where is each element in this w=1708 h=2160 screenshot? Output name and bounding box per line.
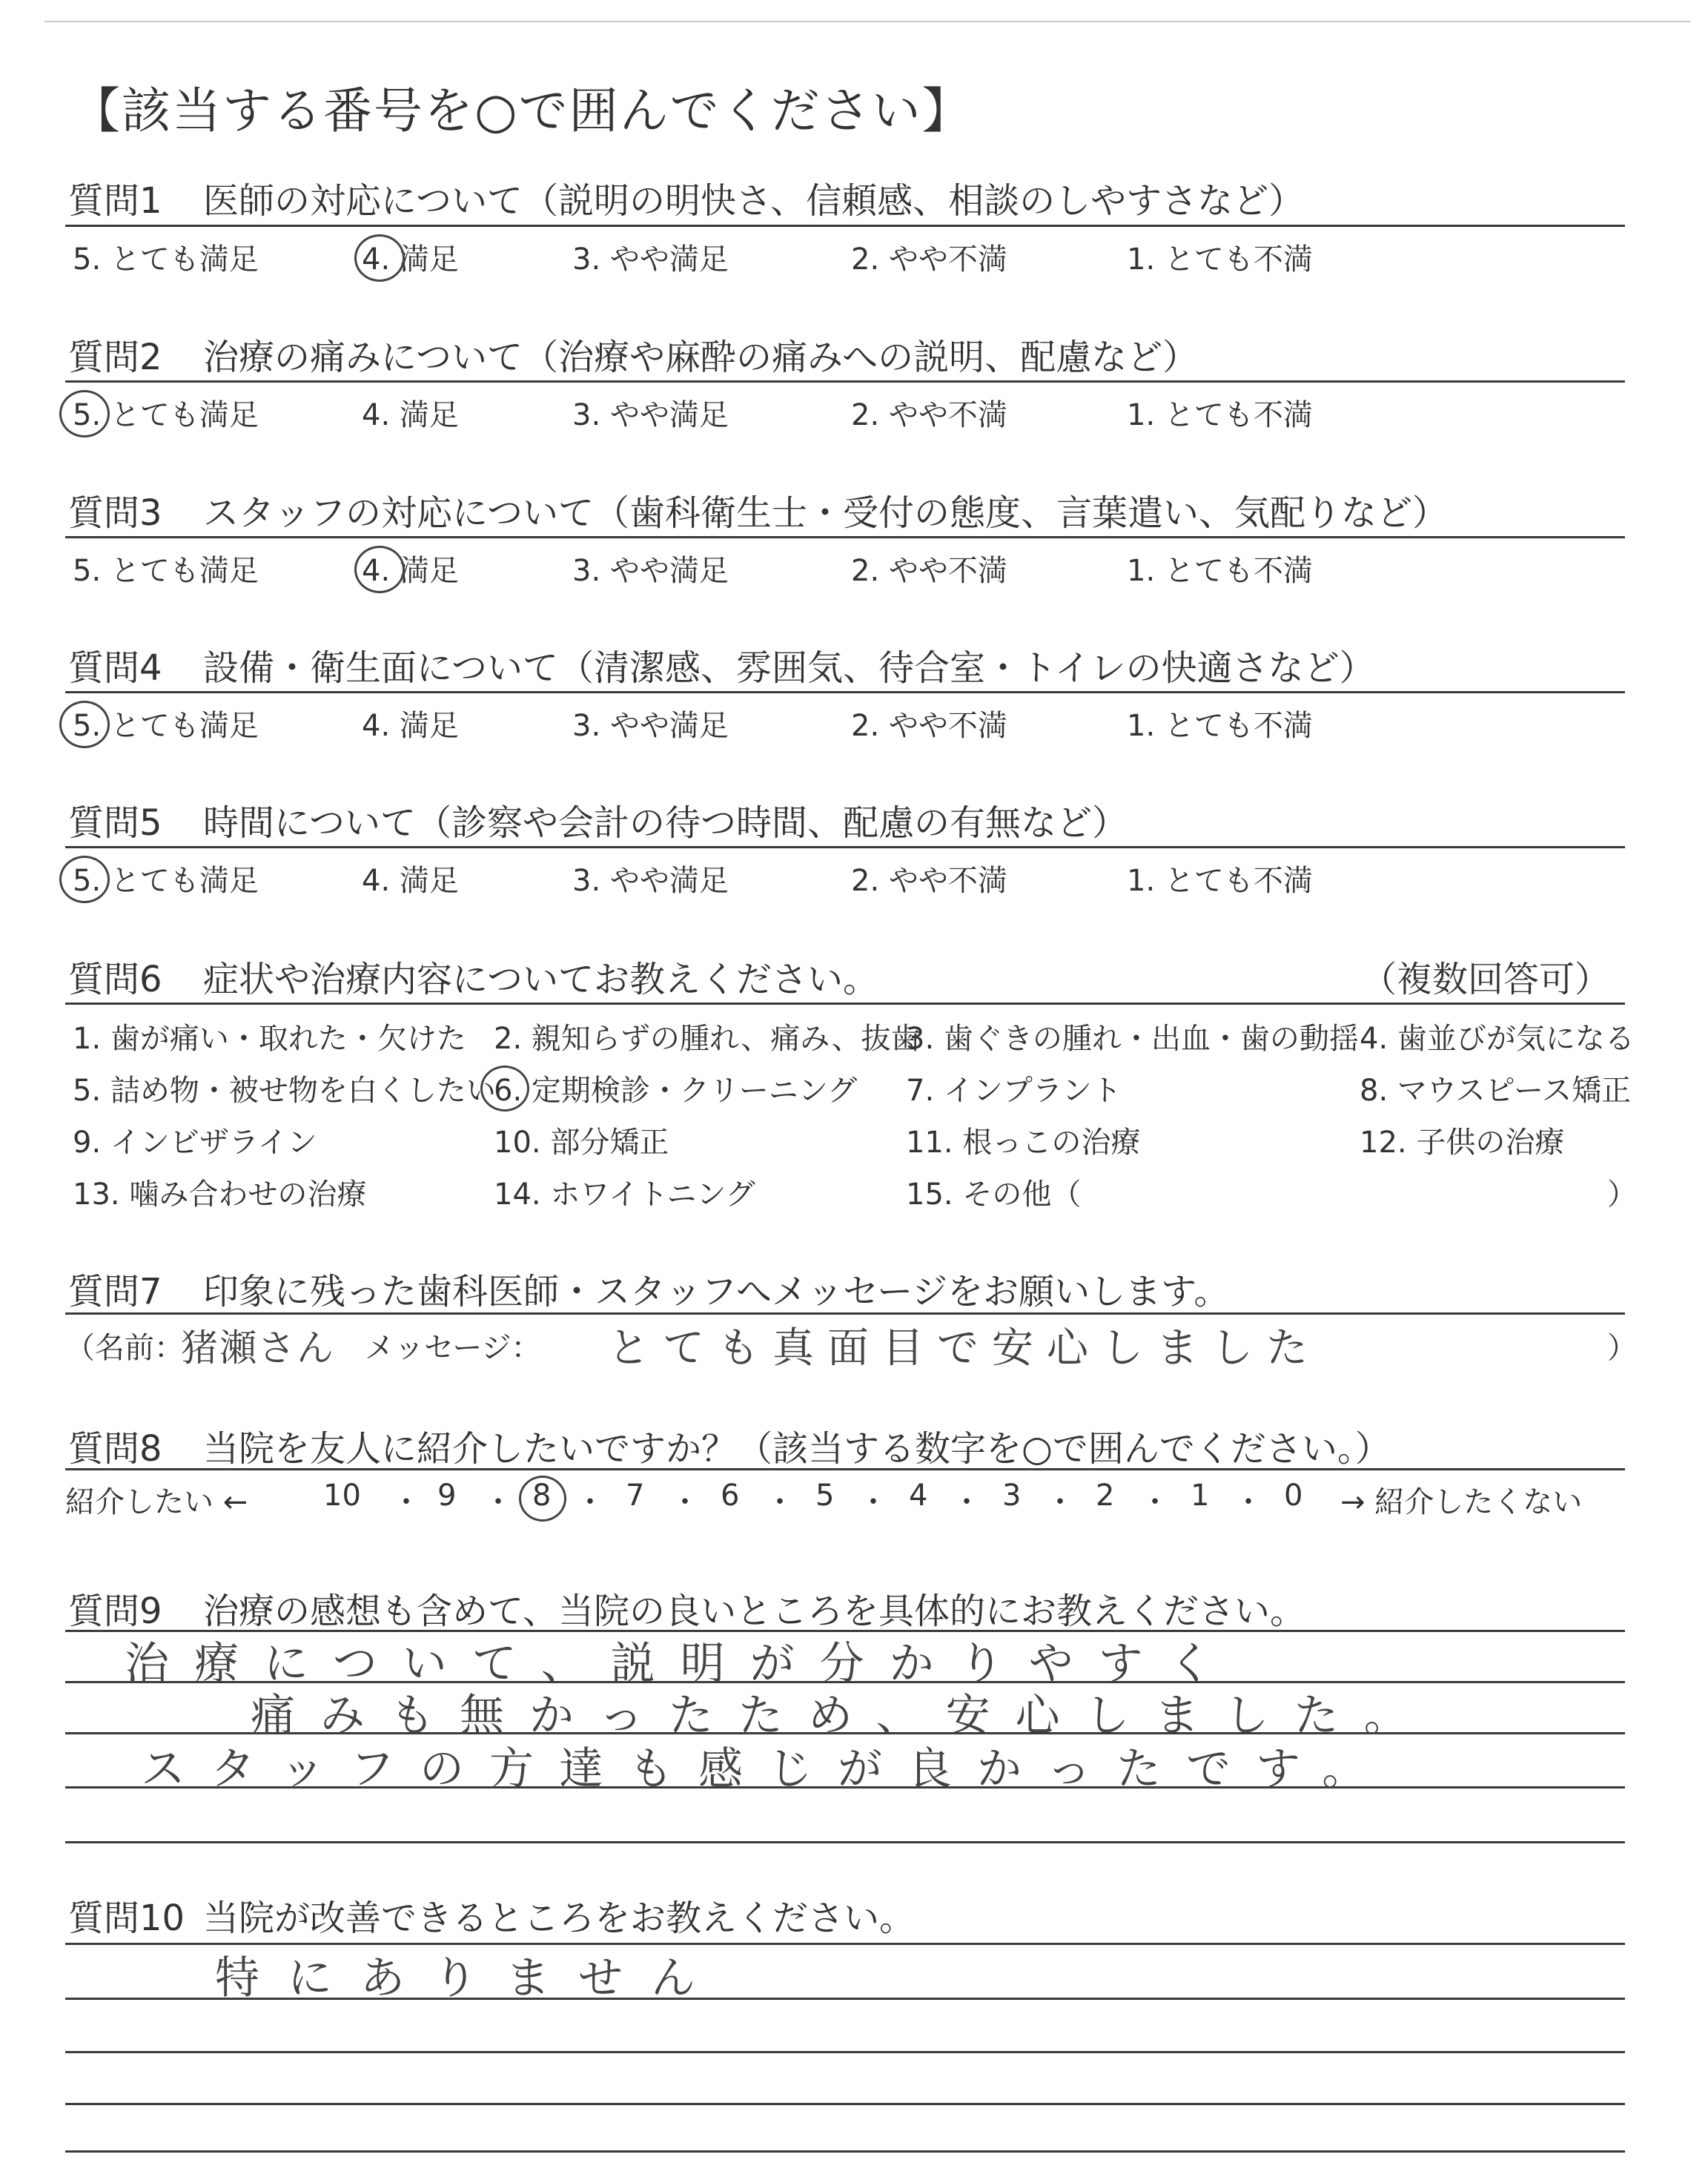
separator-dot: ・ bbox=[952, 1485, 982, 1519]
q3-option-1[interactable]: 1. とても不満 bbox=[1127, 554, 1313, 588]
divider bbox=[65, 1003, 1625, 1005]
q1-option-3[interactable]: 3. やや満足 bbox=[572, 242, 729, 277]
divider bbox=[65, 225, 1625, 227]
q6-item-9[interactable]: 9. インビザライン bbox=[73, 1126, 317, 1160]
q4-option-3[interactable]: 3. やや満足 bbox=[572, 709, 729, 743]
q2-option-4[interactable]: 4. 満足 bbox=[362, 398, 459, 432]
question-3 bbox=[68, 484, 1448, 535]
separator-dot: ・ bbox=[391, 1485, 421, 1519]
q1-selection-circle bbox=[354, 234, 405, 282]
q1-option-5[interactable]: 5. とても満足 bbox=[73, 242, 259, 277]
question-10 bbox=[68, 1889, 915, 1941]
q6-item-1[interactable]: 1. 歯が痛い・取れた・欠けた bbox=[73, 1022, 466, 1056]
q3-option-4[interactable]: 4. 満足 bbox=[362, 554, 459, 588]
question-number: 質問8 bbox=[68, 1428, 162, 1470]
q6-item-6[interactable]: 6. 定期検診・クリーニング bbox=[494, 1074, 858, 1108]
q6-item-4[interactable]: 4. 歯並びが気になる bbox=[1360, 1022, 1635, 1056]
q6-item-5[interactable]: 5. 詰め物・被せ物を白くしたい bbox=[73, 1074, 496, 1108]
q6-item-11[interactable]: 11. 根っこの治療 bbox=[906, 1126, 1141, 1160]
q1-option-2[interactable]: 2. やや不満 bbox=[851, 242, 1007, 277]
q6-selection-circle bbox=[480, 1066, 529, 1112]
q8-score-1[interactable]: 1 bbox=[1191, 1479, 1210, 1513]
question-number: 質問9 bbox=[68, 1591, 162, 1632]
question-2 bbox=[68, 328, 1198, 380]
q6-item-3[interactable]: 3. 歯ぐきの腫れ・出血・歯の動揺 bbox=[906, 1022, 1359, 1056]
q5-option-1[interactable]: 1. とても不満 bbox=[1127, 864, 1313, 898]
separator-dot: ・ bbox=[1234, 1485, 1263, 1519]
q7-close: ） bbox=[1607, 1331, 1637, 1365]
q8-score-5[interactable]: 5 bbox=[815, 1479, 835, 1513]
question-text: 治療の痛みについて（治療や麻酔の痛みへの説明、配慮など） bbox=[203, 337, 1199, 378]
q8-score-0[interactable]: 0 bbox=[1284, 1479, 1303, 1513]
q6-item-2[interactable]: 2. 親知らずの腫れ、痛み、抜歯 bbox=[494, 1022, 921, 1056]
question-number: 質問1 bbox=[68, 180, 162, 222]
q5-option-5[interactable]: 5. とても満足 bbox=[73, 864, 259, 898]
divider bbox=[65, 1468, 1625, 1470]
divider bbox=[65, 380, 1625, 383]
separator-dot: ・ bbox=[483, 1485, 513, 1519]
q4-option-4[interactable]: 4. 満足 bbox=[362, 709, 459, 743]
q9-answer-line-2[interactable]: 痛みも無かったため、安心しました。 bbox=[251, 1690, 1434, 1742]
question-text: 印象に残った歯科医師・スタッフへメッセージをお願いします。 bbox=[203, 1271, 1230, 1312]
separator-dot: ・ bbox=[1140, 1485, 1170, 1519]
q8-score-6[interactable]: 6 bbox=[721, 1479, 740, 1513]
question-number: 質問7 bbox=[68, 1271, 162, 1312]
q2-option-5[interactable]: 5. とても満足 bbox=[73, 398, 259, 432]
question-4 bbox=[68, 639, 1375, 690]
q7-message-value[interactable]: とても真面目で安心しました bbox=[608, 1324, 1321, 1373]
divider bbox=[65, 1312, 1625, 1315]
page-top-edge bbox=[44, 21, 1690, 22]
question-text: 設備・衛生面について（清潔感、雰囲気、待合室・トイレの快適さなど） bbox=[203, 647, 1375, 689]
separator-dot: ・ bbox=[670, 1485, 700, 1519]
q8-right-label: → 紹介したくない bbox=[1340, 1485, 1583, 1519]
q2-option-2[interactable]: 2. やや不満 bbox=[851, 398, 1007, 432]
q5-option-3[interactable]: 3. やや満足 bbox=[572, 864, 729, 898]
question-9 bbox=[68, 1582, 1305, 1634]
question-text: 治療の感想も含めて、当院の良いところを具体的にお教えください。 bbox=[203, 1591, 1306, 1632]
divider bbox=[65, 691, 1625, 693]
question-text: スタッフの対応について（歯科衛生士・受付の態度、言葉遣い、気配りなど） bbox=[203, 492, 1449, 534]
q8-score-4[interactable]: 4 bbox=[909, 1479, 928, 1513]
divider bbox=[65, 846, 1625, 848]
separator-dot: ・ bbox=[858, 1485, 888, 1519]
q6-item-15[interactable]: 15. その他（ bbox=[906, 1178, 1082, 1212]
q3-option-5[interactable]: 5. とても満足 bbox=[73, 554, 259, 588]
separator-dot: ・ bbox=[575, 1485, 605, 1519]
q8-score-9[interactable]: 9 bbox=[437, 1479, 457, 1513]
q8-selection-circle bbox=[519, 1476, 566, 1522]
question-number: 質問6 bbox=[68, 959, 162, 1000]
q8-score-10[interactable]: 10 bbox=[323, 1479, 361, 1513]
question-number: 質問10 bbox=[68, 1898, 185, 1939]
q8-score-2[interactable]: 2 bbox=[1096, 1479, 1115, 1513]
q1-option-1[interactable]: 1. とても不満 bbox=[1127, 242, 1313, 277]
q1-option-4[interactable]: 4. 満足 bbox=[362, 242, 459, 277]
page-title: 【該当する番号を○で囲んでください】 bbox=[71, 82, 973, 139]
question-number: 質問4 bbox=[68, 647, 162, 689]
q5-option-4[interactable]: 4. 満足 bbox=[362, 864, 459, 898]
q4-option-2[interactable]: 2. やや不満 bbox=[851, 709, 1007, 743]
answer-line bbox=[65, 1841, 1625, 1843]
answer-line bbox=[65, 2103, 1625, 2105]
divider bbox=[65, 536, 1625, 538]
q4-option-5[interactable]: 5. とても満足 bbox=[73, 709, 259, 743]
question-text: 医師の対応について（説明の明快さ、信頼感、相談のしやすさなど） bbox=[203, 180, 1305, 222]
q6-item-14[interactable]: 14. ホワイトニング bbox=[494, 1178, 755, 1212]
q2-selection-circle bbox=[59, 390, 110, 437]
q5-selection-circle bbox=[59, 856, 110, 903]
question-5 bbox=[68, 794, 1128, 845]
q7-message-label: メッセージ： bbox=[365, 1331, 541, 1365]
q8-left-label: 紹介したい ← bbox=[65, 1485, 248, 1519]
question-6 bbox=[68, 951, 878, 1002]
q9-answer-line-1[interactable]: 治療について、説明が分かりやすく bbox=[125, 1638, 1238, 1690]
q8-score-7[interactable]: 7 bbox=[626, 1479, 645, 1513]
answer-line bbox=[65, 2051, 1625, 2053]
q7-name-label: （名前： bbox=[65, 1331, 184, 1365]
q6-other-close: ） bbox=[1607, 1178, 1637, 1212]
q2-option-1[interactable]: 1. とても不満 bbox=[1127, 398, 1313, 432]
separator-dot: ・ bbox=[1045, 1485, 1075, 1519]
q9-answer-line-3[interactable]: スタッフの方達も感じが良かったです。 bbox=[141, 1743, 1392, 1795]
q10-answer-line-1[interactable]: 特にありません bbox=[215, 1952, 724, 2004]
q2-option-3[interactable]: 3. やや満足 bbox=[572, 398, 729, 432]
q3-option-3[interactable]: 3. やや満足 bbox=[572, 554, 729, 588]
q6-item-8[interactable]: 8. マウスピース矯正 bbox=[1360, 1074, 1632, 1108]
q3-option-2[interactable]: 2. やや不満 bbox=[851, 554, 1007, 588]
question-8 bbox=[68, 1420, 1391, 1471]
q6-item-7[interactable]: 7. インプラント bbox=[906, 1074, 1122, 1108]
q6-item-13[interactable]: 13. 噛み合わせの治療 bbox=[73, 1178, 367, 1212]
question-number: 質問5 bbox=[68, 802, 162, 844]
separator-dot: ・ bbox=[765, 1485, 795, 1519]
answer-line bbox=[65, 2150, 1625, 2153]
q7-name-value[interactable]: 猪瀬さん bbox=[181, 1327, 335, 1370]
question-7 bbox=[68, 1263, 1229, 1314]
question-text: 症状や治療内容についてお教えください。 bbox=[203, 959, 879, 1000]
question-number: 質問2 bbox=[68, 337, 162, 378]
q8-score-3[interactable]: 3 bbox=[1002, 1479, 1022, 1513]
q4-selection-circle bbox=[59, 701, 110, 748]
q4-option-1[interactable]: 1. とても不満 bbox=[1127, 709, 1313, 743]
q3-selection-circle bbox=[354, 546, 405, 593]
q8-score-8[interactable]: 8 bbox=[532, 1479, 552, 1513]
question-number: 質問3 bbox=[68, 492, 162, 534]
question-text: 時間について（診察や会計の待つ時間、配慮の有無など） bbox=[203, 802, 1128, 844]
multiple-answers-note: （複数回答可） bbox=[1361, 959, 1611, 1000]
question-text: 当院が改善できるところをお教えください。 bbox=[203, 1898, 916, 1939]
question-text: 当院を友人に紹介したいですか？（該当する数字を○で囲んでください。） bbox=[203, 1428, 1391, 1470]
question-1 bbox=[68, 172, 1304, 223]
q5-option-2[interactable]: 2. やや不満 bbox=[851, 864, 1007, 898]
q6-item-12[interactable]: 12. 子供の治療 bbox=[1360, 1126, 1565, 1160]
q6-item-10[interactable]: 10. 部分矯正 bbox=[494, 1126, 669, 1160]
